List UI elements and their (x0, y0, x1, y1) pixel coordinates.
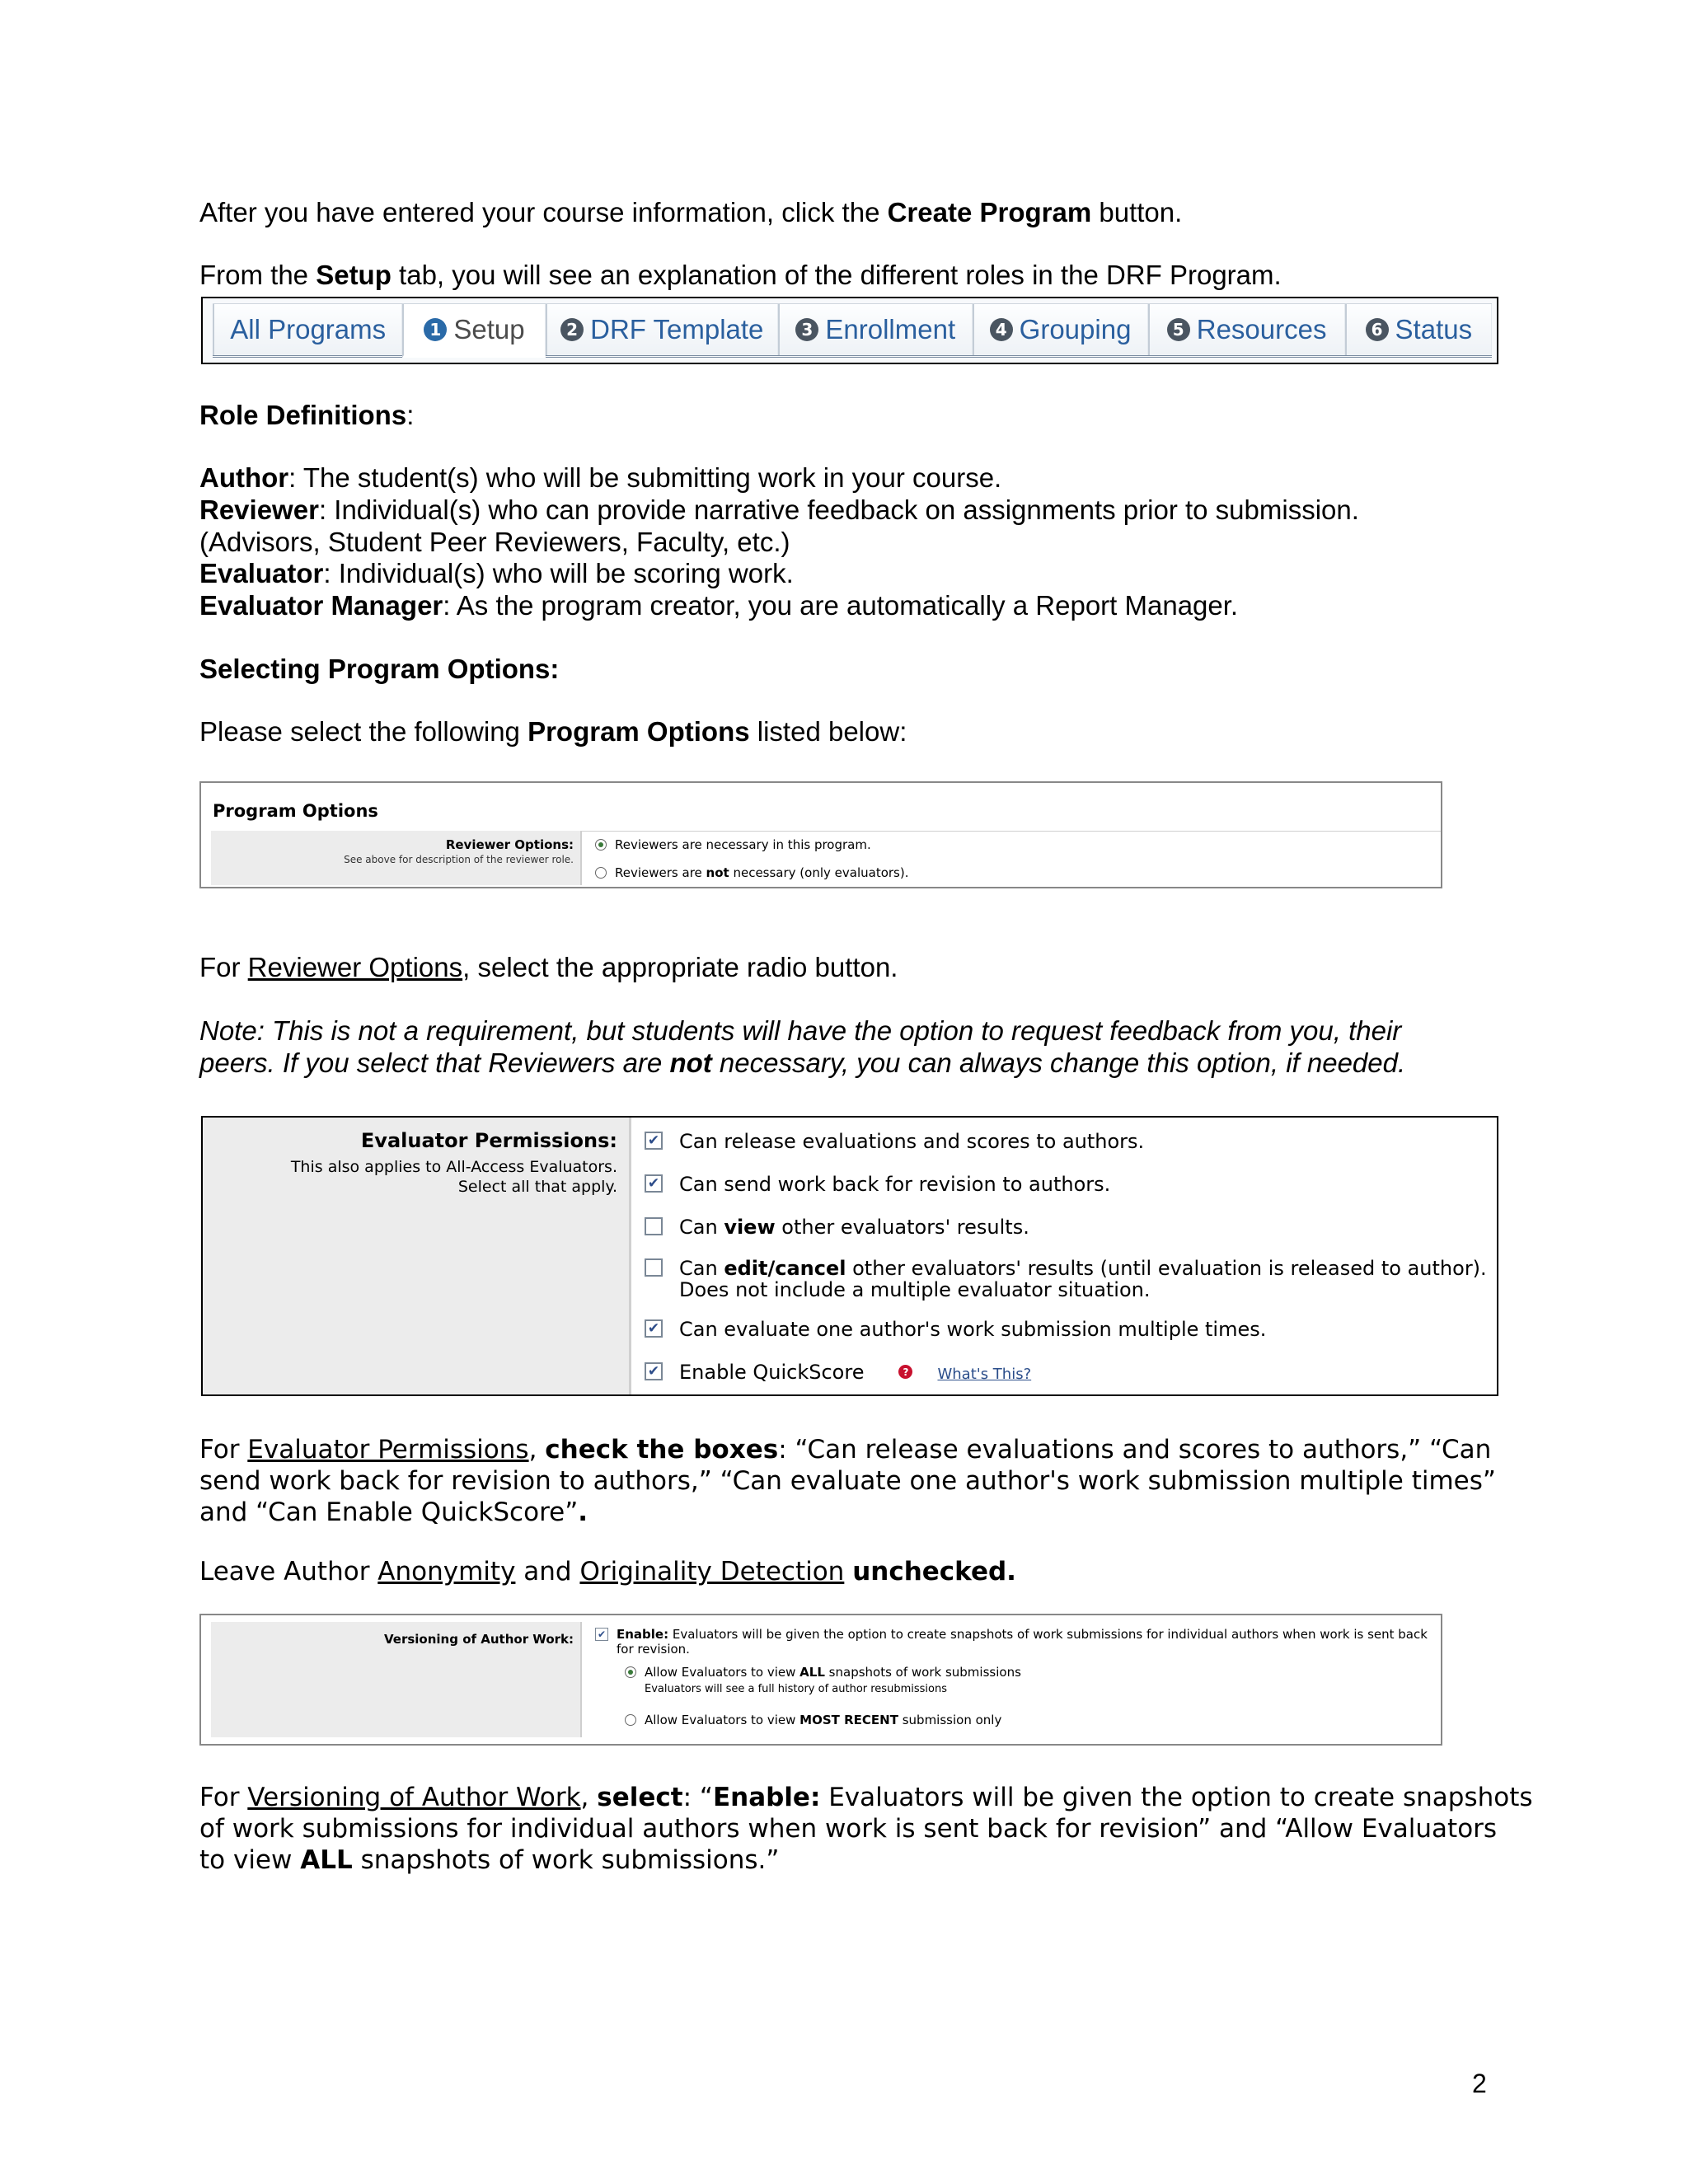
role-reviewer-examples (199, 526, 790, 558)
text: Allow Evaluators to view (645, 1665, 800, 1680)
permissions-sublabel: This also applies to All-Access Evaluators. (290, 1158, 617, 1176)
perm-view-other-results[interactable] (645, 1216, 1029, 1238)
versioning-instruction-line-3 (199, 1844, 779, 1876)
setup-term: Setup (316, 260, 392, 290)
text: Enable: (617, 1627, 669, 1642)
originality-detection-term: Originality Detection (579, 1557, 845, 1586)
option-label (679, 1216, 1029, 1238)
note-line-1 (199, 1015, 1401, 1047)
tab-enrollment[interactable] (778, 304, 973, 355)
step-2-icon: 2 (560, 318, 584, 341)
role-evaluator (199, 557, 794, 589)
leave-unchecked-instruction (199, 1556, 1016, 1587)
text: send work back for revision to authors,” “Can evaluate one author's work submission multiple times” (199, 1466, 1496, 1496)
role-author (199, 462, 1001, 494)
tab-label: All Programs (230, 314, 387, 344)
text: edit/cancel (724, 1257, 846, 1280)
text: For (199, 952, 248, 982)
text: snapshots of work submissions (824, 1665, 1021, 1680)
text: , select the appropriate radio button. (462, 952, 898, 982)
option-label: Can send work back for revision to authors. (679, 1173, 1111, 1196)
versioning-all-snapshots-option[interactable] (625, 1665, 1021, 1680)
versioning-enable-option[interactable] (595, 1627, 1428, 1657)
permissions-instruction-line-3 (199, 1497, 588, 1528)
text (844, 1557, 852, 1586)
page-number: 2 (1472, 2069, 1487, 2098)
definition: : Individual(s) who will be scoring work. (323, 558, 794, 588)
selecting-options-heading (199, 653, 559, 685)
definition: : As the program creator, you are automatically a Report Manager. (443, 590, 1239, 621)
text: Note: This is not a requirement, but students will have the option to request feedback from you, their (199, 1015, 1402, 1046)
permissions-label-cell (203, 1118, 631, 1394)
versioning-instruction-line-1 (199, 1782, 1533, 1813)
text: ALL (300, 1845, 353, 1875)
option-label (645, 1713, 1001, 1727)
option-label: Reviewers are necessary in this program. (615, 837, 871, 852)
checkbox-checked-icon[interactable] (595, 1628, 608, 1641)
checkbox-checked-icon[interactable] (645, 1362, 663, 1380)
tab-label: Status (1395, 314, 1473, 344)
text: Evaluators will be given the option to create snapshots (820, 1783, 1533, 1812)
permissions-instruction-line-1 (199, 1434, 1491, 1465)
text: to view (199, 1845, 301, 1875)
program-tab-bar (201, 297, 1498, 364)
option-label (679, 1258, 1487, 1301)
reviewers-necessary-option[interactable] (595, 837, 871, 852)
permissions-instruction-line-2 (199, 1465, 1496, 1497)
text: necessary (only evaluators). (729, 865, 909, 880)
radio-unselected-icon[interactable] (595, 867, 607, 879)
checkbox-checked-icon[interactable] (645, 1174, 663, 1193)
checkbox-checked-icon[interactable] (645, 1132, 663, 1150)
text: Does not include a multiple evaluator situation. (679, 1278, 1151, 1301)
text: : “ (682, 1783, 713, 1812)
perm-evaluate-multiple-times[interactable] (645, 1319, 1266, 1340)
text: not (706, 865, 729, 880)
select-options-paragraph (199, 715, 907, 748)
text: , (580, 1783, 598, 1812)
radio-selected-icon[interactable] (625, 1666, 636, 1678)
versioning-term: Versioning of Author Work (247, 1783, 581, 1812)
option-label (617, 1627, 1428, 1657)
perm-enable-quickscore[interactable] (645, 1361, 1031, 1385)
checkbox-unchecked-icon[interactable] (645, 1258, 663, 1277)
create-program-term: Create Program (887, 197, 1092, 227)
term: Evaluator (199, 558, 324, 588)
reviewer-options-label: Reviewer Options: (445, 837, 574, 852)
term: Reviewer (199, 494, 319, 525)
step-5-icon: 5 (1167, 318, 1190, 341)
program-options-panel (199, 781, 1442, 888)
text: of work submissions for individual authors when work is sent back for revision” and “Allow Evaluators (199, 1814, 1498, 1844)
tab-label: Setup (453, 314, 525, 344)
text: From the (199, 260, 316, 290)
text: MOST RECENT (799, 1713, 898, 1727)
role-reviewer (199, 494, 1359, 526)
text: tab, you will see an explanation of the different roles in the DRF Program. (391, 260, 1282, 290)
term: Author (199, 462, 289, 493)
text: view (724, 1216, 776, 1239)
note-line-2 (199, 1047, 1405, 1079)
text: For (199, 1435, 248, 1465)
text: Can (679, 1216, 724, 1239)
checkbox-unchecked-icon[interactable] (645, 1217, 663, 1235)
tab-setup[interactable] (402, 304, 545, 358)
text: peers. If you select that Reviewers are (199, 1047, 670, 1078)
reviewer-options-label-cell (211, 831, 582, 885)
tab-grouping[interactable] (973, 304, 1148, 355)
term: Evaluator Manager (199, 590, 443, 621)
versioning-most-recent-option[interactable] (625, 1713, 1001, 1727)
heading-text: Selecting Program Options: (199, 654, 560, 684)
text: button. (1091, 197, 1183, 227)
text: other evaluators' results (until evaluation is released to author). (846, 1257, 1487, 1280)
panel-header: Program Options (213, 801, 378, 821)
option-label: Enable QuickScore (679, 1361, 865, 1384)
perm-send-back-for-revision[interactable] (645, 1174, 1110, 1195)
versioning-panel (199, 1614, 1442, 1746)
all-snapshots-description: Evaluators will see a full history of author resubmissions (645, 1683, 947, 1695)
tab-label: Grouping (1019, 314, 1132, 344)
whats-this-link[interactable]: What's This? (937, 1366, 1032, 1383)
text: Reviewers are (615, 865, 706, 880)
text: Enable: (712, 1783, 821, 1812)
permissions-label: Evaluator Permissions: (360, 1129, 617, 1152)
text: , (528, 1435, 546, 1465)
text: : (406, 400, 415, 430)
tab-label: Enrollment (825, 314, 956, 344)
intro-paragraph-2 (199, 259, 1282, 291)
text: unchecked. (852, 1557, 1016, 1586)
option-label (615, 865, 908, 880)
step-4-icon: 4 (990, 318, 1013, 341)
text: check the boxes (545, 1435, 779, 1465)
heading-text: Role Definitions (199, 400, 407, 430)
step-6-icon: 6 (1366, 318, 1389, 341)
evaluator-permissions-panel (201, 1116, 1498, 1396)
text: After you have entered your course information, click the (199, 197, 888, 227)
definition: (Advisors, Student Peer Reviewers, Faculty, etc.) (199, 527, 790, 557)
reviewer-options-sublabel: See above for description of the reviewer role. (344, 854, 574, 865)
reviewer-options-instruction (199, 951, 898, 983)
definition: : The student(s) who will be submitting work in your course. (288, 462, 1002, 493)
anonymity-term: Anonymity (377, 1557, 516, 1586)
text: : “Can release evaluations and scores to authors,” “Can (778, 1435, 1492, 1465)
radio-unselected-icon[interactable] (625, 1714, 636, 1726)
text: . (578, 1497, 588, 1527)
text: Leave Author (199, 1557, 378, 1586)
option-label: Can release evaluations and scores to authors. (679, 1130, 1145, 1153)
text: For (199, 1783, 248, 1812)
text: submission only (898, 1713, 1002, 1727)
tab-status[interactable] (1345, 304, 1492, 355)
reviewer-options-term: Reviewer Options (247, 952, 463, 982)
role-evaluator-manager (199, 589, 1238, 621)
versioning-instruction-line-2 (199, 1813, 1497, 1844)
permissions-sublabel: Select all that apply. (457, 1178, 617, 1196)
divider (582, 831, 1441, 832)
role-definitions-heading (199, 399, 414, 431)
help-question-icon[interactable]: ? (898, 1365, 912, 1379)
text: other evaluators' results. (775, 1216, 1029, 1239)
checkbox-checked-icon[interactable] (645, 1319, 663, 1338)
step-1-icon: 1 (424, 318, 447, 341)
text: for revision. (617, 1642, 690, 1657)
text: and “Can Enable QuickScore” (199, 1497, 579, 1527)
text: and (515, 1557, 580, 1586)
text: Evaluators will be given the option to create snapshots of work submissions for individual authors when work is sent back (668, 1627, 1428, 1642)
definition: : Individual(s) who can provide narrative feedback on assignments prior to submission. (318, 494, 1359, 525)
tab-drf-template[interactable] (546, 304, 778, 355)
text: ALL (799, 1665, 825, 1680)
text: not (669, 1047, 712, 1078)
program-options-term: Program Options (528, 716, 750, 747)
perm-release-evaluations[interactable] (645, 1131, 1144, 1152)
text: listed below: (749, 716, 907, 747)
tab-resources[interactable] (1148, 304, 1345, 355)
step-3-icon: 3 (795, 318, 818, 341)
text: snapshots of work submissions.” (352, 1845, 780, 1875)
evaluator-permissions-term: Evaluator Permissions (247, 1435, 529, 1465)
tab-all-programs[interactable] (213, 304, 402, 355)
perm-edit-cancel-other-results[interactable] (645, 1258, 1487, 1301)
text: Allow Evaluators to view (645, 1713, 800, 1727)
option-label: Can evaluate one author's work submission multiple times. (679, 1318, 1267, 1341)
option-label (645, 1665, 1021, 1680)
text: Can (679, 1257, 724, 1280)
text: Please select the following (199, 716, 528, 747)
reviewers-not-necessary-option[interactable] (595, 865, 908, 880)
versioning-label: Versioning of Author Work: (211, 1622, 582, 1737)
radio-selected-icon[interactable] (595, 839, 607, 851)
text: select (597, 1783, 683, 1812)
intro-paragraph-1 (199, 196, 1182, 228)
tab-list (213, 303, 1492, 358)
tab-label: Resources (1196, 314, 1327, 344)
tab-label: DRF Template (590, 314, 764, 344)
text: necessary, you can always change this option, if needed. (711, 1047, 1406, 1078)
